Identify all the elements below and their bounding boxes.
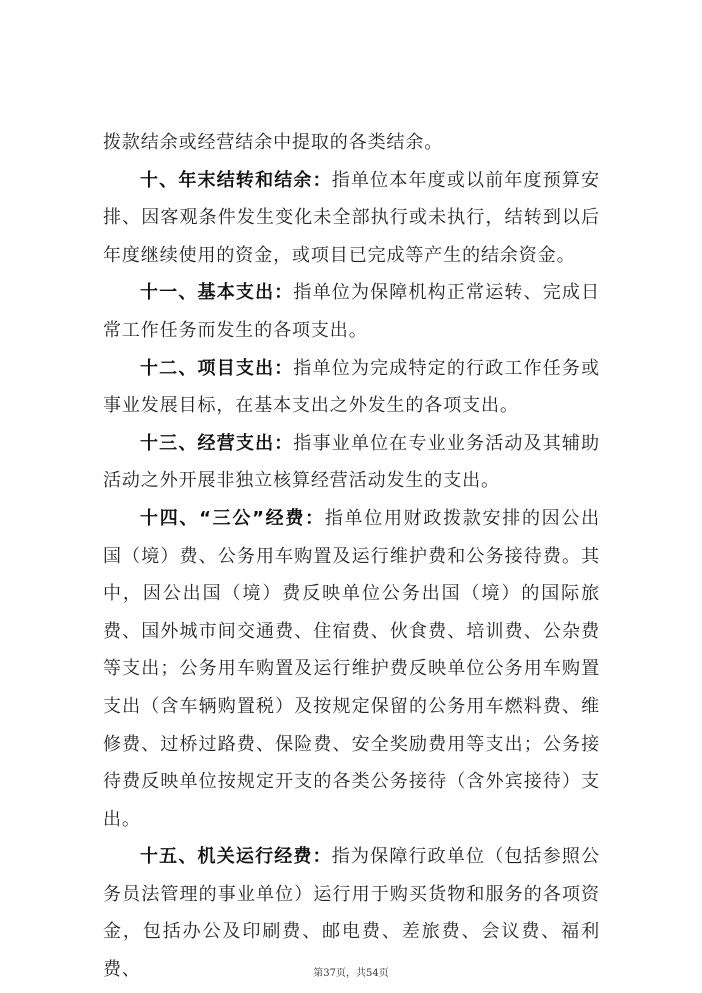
paragraph-text: 拨款结余或经营结余中提取的各类结余。 bbox=[103, 132, 444, 153]
paragraph-term: 十五、机关运行经费： bbox=[140, 846, 332, 868]
paragraph-term: 十三、经营支出： bbox=[140, 432, 294, 454]
paragraph-term: 十、年末结转和结余： bbox=[140, 169, 332, 191]
paragraph-text: 指单位为完成特定的行政工作任务或事业发展目标，在基本支出之外发生的各项支出。 bbox=[103, 357, 600, 417]
paragraph-project-expenditure bbox=[103, 350, 600, 425]
paragraph-year-end-carryover bbox=[103, 162, 600, 275]
paragraph-text: 指为保障行政单位（包括参照公务员法管理的事业单位）运行用于购买货物和服务的各项资金，包括办公及印刷费、邮电费、差旅费、会议费、福利费、 bbox=[103, 846, 600, 981]
paragraph-three-public-expenses bbox=[103, 500, 600, 838]
paragraph-text: 指单位为保障机构正常运转、完成日常工作任务而发生的各项支出。 bbox=[103, 282, 600, 341]
page-number-footer: 第37页，共54页 bbox=[313, 968, 389, 979]
paragraph-term: 十二、项目支出： bbox=[140, 357, 294, 379]
paragraph-term: 十四、“三公”经费： bbox=[140, 507, 325, 529]
body-text bbox=[103, 124, 600, 989]
paragraph-basic-expenditure bbox=[103, 274, 600, 349]
paragraph-continuation bbox=[103, 124, 600, 162]
paragraph-text: 指事业单位在专业业务活动及其辅助活动之外开展非独立核算经营活动发生的支出。 bbox=[103, 432, 600, 492]
paragraph-operating-expenditure bbox=[103, 425, 600, 500]
paragraph-text: 指单位用财政拨款安排的因公出国（境）费、公务用车购置及运行维护费和公务接待费。其中，因公出国（境）费反映单位公务出国（境）的国际旅费、国外城市间交通费、住宿费、伙食费、培训费、公杂费等支出；公务用车购置及运行维护费反映单位公务用车购置支出（含车辆购置税）及按规定保留的公务用车燃料费、维修费、过桥过路费、保险费、安全奖励费用等支出；公务接待费反映单位按规定开支的各类公务接待（含外宾接待）支出。 bbox=[103, 507, 600, 830]
paragraph-text: 指单位本年度或以前年度预算安排、因客观条件发生变化未全部执行或未执行，结转到以后年度继续使用的资金，或项目已完成等产生的结余资金。 bbox=[103, 169, 600, 266]
paragraph-term: 十一、基本支出： bbox=[140, 282, 294, 304]
